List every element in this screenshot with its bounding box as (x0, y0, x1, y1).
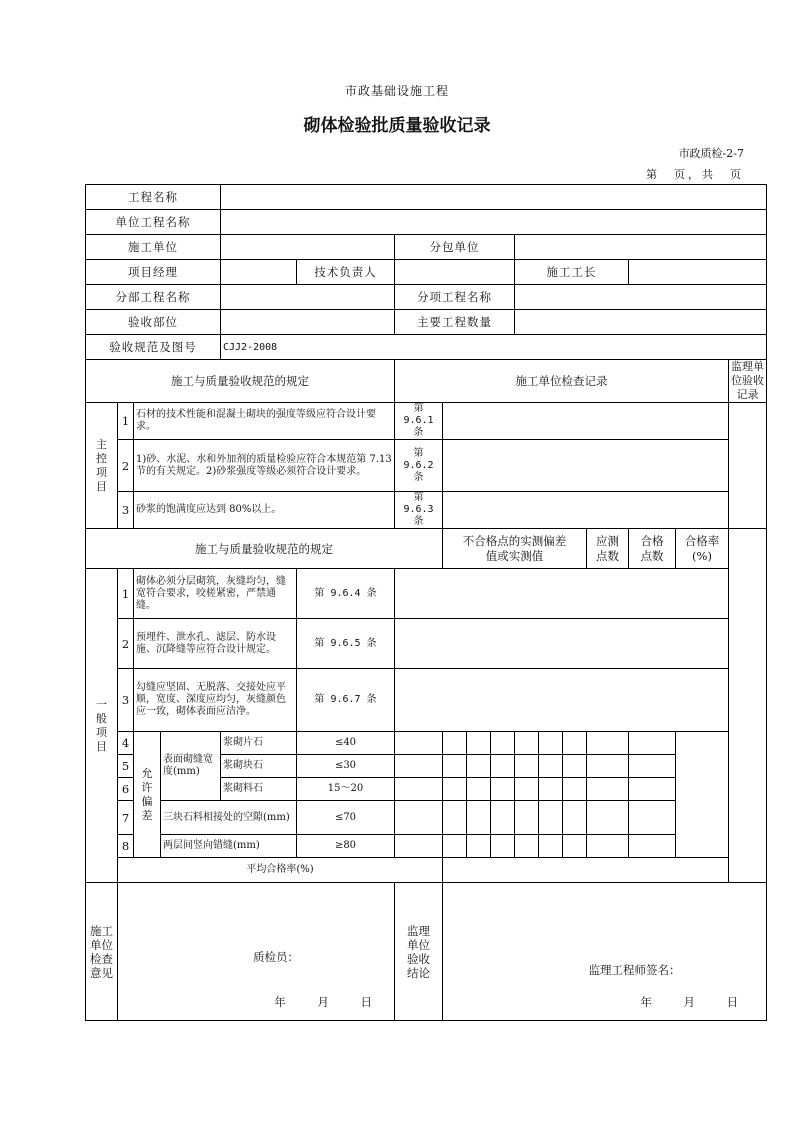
foreman-label: 施工工长 (515, 260, 629, 285)
main-item-text: 1)砂、水泥、水和外加剂的质量检验应符合本规范第 7.13 节的有关规定。2)砂浆强度等级必须符合设计要求。 (134, 440, 395, 492)
measure-cell[interactable] (539, 835, 563, 858)
measure-cell[interactable] (395, 778, 443, 801)
measure-cell[interactable] (515, 732, 539, 755)
measure-cell[interactable] (443, 755, 467, 778)
general-item-clause: 第 9.6.4 条 (297, 569, 395, 619)
tolerance-name: 浆砌料石 (221, 778, 297, 801)
pass-rate-cell[interactable] (629, 778, 676, 801)
tolerance-no: 6 (118, 778, 134, 801)
tolerance-name: 浆砌块石 (221, 755, 297, 778)
supervisor-date: 年 月 日 (640, 995, 739, 1009)
page-info: 第 页，共 页 (646, 168, 744, 181)
measure-cell[interactable] (443, 801, 467, 835)
measure-cell[interactable] (491, 801, 515, 835)
points-cell[interactable] (563, 801, 587, 835)
tolerance-label: 允许偏差 (134, 732, 161, 858)
main-check-header: 施工单位检查记录 (395, 360, 729, 403)
tolerance-no: 8 (118, 835, 134, 858)
measure-cell[interactable] (395, 835, 443, 858)
tolerance-name: 两层间竖向错缝(mm) (161, 835, 297, 858)
joint-width-label: 表面砌缝宽度(mm) (161, 732, 221, 801)
general-item-no: 1 (118, 569, 134, 619)
supervisor-header: 监理单位验收记录 (729, 360, 767, 403)
measure-cell[interactable] (443, 732, 467, 755)
main-item-text: 石材的技术性能和混凝土砌块的强度等级应符合设计要求。 (134, 403, 395, 440)
tolerance-value: ≤40 (297, 732, 395, 755)
measure-cell[interactable] (515, 778, 539, 801)
main-item-check[interactable] (443, 440, 729, 492)
avg-pass-rate-value[interactable] (443, 858, 729, 883)
measure-cell[interactable] (491, 835, 515, 858)
general-item-text: 勾缝应坚固、无脱落、交接处应平顺，宽度、深度应均匀，灰缝颜色应一致，砌体表面应洁净。 (134, 669, 297, 732)
tolerance-no: 5 (118, 755, 134, 778)
spec-value[interactable]: CJJ2-2008 (221, 335, 767, 360)
measure-cell[interactable] (467, 835, 491, 858)
pass-rate-cell[interactable] (629, 835, 676, 858)
main-item-clause: 第 9.6.2 条 (395, 440, 443, 492)
general-item-label: 一般项目 (86, 569, 118, 883)
construction-unit-value[interactable] (221, 235, 395, 260)
measure-cell[interactable] (443, 835, 467, 858)
construction-opinion-label: 施工单位检查意见 (86, 883, 118, 1021)
general-item-check[interactable] (395, 669, 729, 732)
tech-lead-value[interactable] (395, 260, 515, 285)
avg-pass-rate-label: 平均合格率(%) (118, 858, 443, 883)
division-project-label: 分部工程名称 (86, 285, 221, 310)
engineer-signature-label: 监理工程师签名： (588, 963, 681, 977)
pass-rate-cell[interactable] (629, 801, 676, 835)
inspection-part-value[interactable] (221, 310, 395, 335)
measure-cell[interactable] (539, 732, 563, 755)
measure-cell[interactable] (467, 801, 491, 835)
form-code: 市政质检-2-7 (678, 147, 744, 160)
project-name-label: 工程名称 (86, 185, 221, 210)
construction-unit-label: 施工单位 (86, 235, 221, 260)
main-item-no: 2 (118, 440, 134, 492)
measure-cell[interactable] (515, 755, 539, 778)
general-item-clause: 第 9.6.5 条 (297, 619, 395, 669)
points-cell[interactable] (563, 835, 587, 858)
document-subtitle: 市政基础设施工程 (344, 84, 449, 98)
tolerance-name: 三块石料相接处的空隙(mm) (161, 801, 297, 835)
points-cell[interactable] (563, 755, 587, 778)
measure-cell[interactable] (443, 778, 467, 801)
main-item-no: 3 (118, 492, 134, 529)
tolerance-no: 7 (118, 801, 134, 835)
main-supervisor-record[interactable] (729, 403, 767, 529)
pass-points-header: 合格点数 (629, 529, 676, 569)
unit-project-label: 单位工程名称 (86, 210, 221, 235)
general-item-no: 2 (118, 619, 134, 669)
tech-lead-label: 技术负责人 (297, 260, 395, 285)
tolerance-value: 15～20 (297, 778, 395, 801)
measure-cell[interactable] (515, 801, 539, 835)
measure-cell[interactable] (395, 732, 443, 755)
main-quantity-value[interactable] (515, 310, 767, 335)
main-item-clause: 第 9.6.3 条 (395, 492, 443, 529)
measure-cell[interactable] (395, 755, 443, 778)
tolerance-value: ≤30 (297, 755, 395, 778)
inspector-label: 质检员： (253, 950, 299, 964)
pass-points-cell[interactable] (587, 778, 629, 801)
tolerance-name: 浆砌片石 (221, 732, 297, 755)
pass-rate-cell[interactable] (629, 755, 676, 778)
item-project-value[interactable] (515, 285, 767, 310)
division-project-value[interactable] (221, 285, 395, 310)
inspection-part-label: 验收部位 (86, 310, 221, 335)
supervisor-conclusion-label: 监理单位验收结论 (395, 883, 443, 1021)
measure-cell[interactable] (467, 778, 491, 801)
measure-cell[interactable] (395, 801, 443, 835)
pass-rate-header: 合格率(%) (676, 529, 729, 569)
tolerance-no: 4 (118, 732, 134, 755)
tolerance-value: ≤70 (297, 801, 395, 835)
measure-cell[interactable] (539, 801, 563, 835)
construction-date: 年 月 日 (274, 995, 372, 1009)
pass-points-cell[interactable] (587, 801, 629, 835)
project-name-value[interactable] (221, 185, 767, 210)
measure-header: 不合格点的实测偏差值或实测值 (443, 529, 587, 569)
general-item-text: 砌体必须分层砌筑，灰缝均匀，缝宽符合要求，咬槎紧密，严禁通缝。 (134, 569, 297, 619)
measure-cell[interactable] (515, 835, 539, 858)
inspection-record-table (85, 184, 767, 1021)
pass-points-cell[interactable] (587, 732, 629, 755)
general-item-no: 3 (118, 669, 134, 732)
project-manager-label: 项目经理 (86, 260, 221, 285)
general-item-clause: 第 9.6.7 条 (297, 669, 395, 732)
pass-rate-cell[interactable] (629, 732, 676, 755)
main-control-label: 主控项目 (86, 403, 118, 529)
general-spec-header: 施工与质量验收规范的规定 (86, 529, 443, 569)
main-item-check[interactable] (443, 403, 729, 440)
main-item-check[interactable] (443, 492, 729, 529)
construction-signoff[interactable] (118, 883, 395, 1021)
measure-cell[interactable] (539, 778, 563, 801)
pass-points-cell[interactable] (587, 835, 629, 858)
main-item-clause: 第 9.6.1 条 (395, 403, 443, 440)
points-cell[interactable] (563, 778, 587, 801)
tolerance-value: ≥80 (297, 835, 395, 858)
measure-cell[interactable] (491, 732, 515, 755)
document-title: 砌体检验批质量验收记录 (303, 116, 491, 136)
foreman-value[interactable] (629, 260, 767, 285)
points-header: 应测点数 (587, 529, 629, 569)
spec-label: 验收规范及图号 (86, 335, 221, 360)
subcontract-unit-value[interactable] (515, 235, 767, 260)
measure-cell[interactable] (491, 778, 515, 801)
supervisor-signoff[interactable] (443, 883, 767, 1021)
main-quantity-label: 主要工程数量 (395, 310, 515, 335)
unit-project-value[interactable] (221, 210, 767, 235)
measure-cell[interactable] (467, 755, 491, 778)
general-item-check[interactable] (395, 619, 729, 669)
main-spec-header: 施工与质量验收规范的规定 (86, 360, 395, 403)
subcontract-unit-label: 分包单位 (395, 235, 515, 260)
points-cell[interactable] (563, 732, 587, 755)
general-item-text: 预埋件、泄水孔、滤层、防水设施、沉降缝等应符合设计规定。 (134, 619, 297, 669)
main-item-text: 砂浆的饱满度应达到 80%以上。 (134, 492, 395, 529)
general-item-check[interactable] (395, 569, 729, 619)
item-project-label: 分项工程名称 (395, 285, 515, 310)
measure-cell[interactable] (467, 732, 491, 755)
pass-points-cell[interactable] (587, 755, 629, 778)
measure-cell[interactable] (491, 755, 515, 778)
measure-cell[interactable] (539, 755, 563, 778)
general-supervisor-record[interactable] (729, 529, 767, 883)
project-manager-value[interactable] (221, 260, 297, 285)
main-item-no: 1 (118, 403, 134, 440)
